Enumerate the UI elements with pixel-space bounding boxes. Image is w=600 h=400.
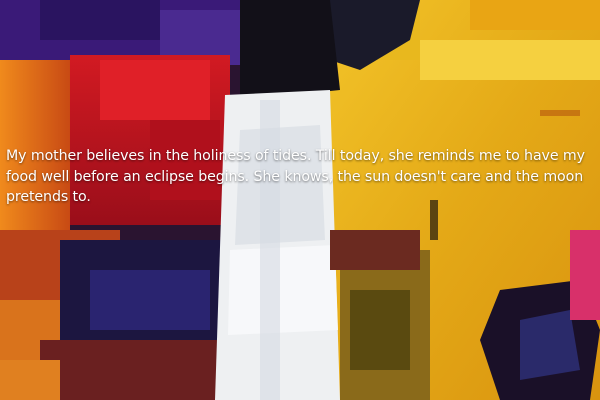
quote-text: My mother believes in the holiness of tides. Till today, she reminds me to have my food well before an eclipse begins. She knows, the sun doesn't care and the moon pretends to. bbox=[6, 148, 585, 205]
